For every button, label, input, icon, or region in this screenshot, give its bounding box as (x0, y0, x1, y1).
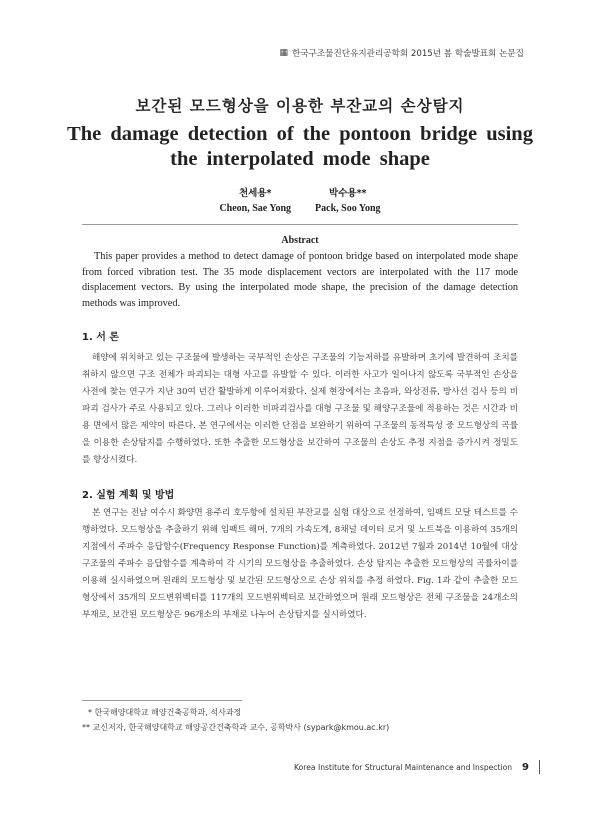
proceedings-title: 한국구조물진단유지관리공학회 2015년 봄 학술발표회 논문집 (291, 49, 524, 59)
section-heading-introduction: 1. 서 론 (82, 332, 120, 343)
running-header (279, 47, 524, 59)
title-korean: 보간된 모드형상을 이용한 부잔교의 손상탐지 (135, 97, 465, 115)
abstract-text: This paper provides a method to detect damage of pontoon bridge based on interpolated mode shape from forced vibration test. The 35 mode displacement vectors are interpolated with the 117 mode displacement vectors. By using the interpolated mode shape, the precision of the damage detection methods was improved. (82, 251, 518, 309)
footer-journal: Korea Institute for Structural Maintenance and Inspection (294, 762, 513, 772)
page-number: 9 (522, 761, 529, 773)
footnote-1: * 한국해양대학교 해양건축공학과, 석사과정 (88, 708, 242, 717)
author-list (0, 185, 600, 214)
footer-bar (539, 760, 540, 774)
author-2 (315, 185, 380, 214)
footnote-divider (82, 700, 242, 701)
title-english: The damage detection of the pontoon bridge using the interpolated mode shape (67, 123, 533, 170)
section-text-method: 본 연구는 전남 여수시 화양면 용주리 호두항에 설치된 부잔교를 실험 대상으로 선정하여, 임팩트 모달 테스트를 수행하였다. 모드형상을 추출하기 위해 임팩트 해머, 7개의 가속도계, 8채널 데이터 로거 및 노트북을 이용하여 35개의 지점에서 주파수 응답함수(Frequency Response Function)를 계측하였다. 2012년 7월과 2014년 10월에 대상 구조물의 주파수 응답함수를 계측하여 각 시기의 모드형상을 추출하였다. 손상 탐지는 추출한 모드형상의 곡률차이를 이용해 실시하였으며 원래의 모드형상 및 보간된 모드형상으로 손상 위치를 추정 하였다. Fig. 1과 같이 추출한 모드형상에서 35개의 모드변위벡터를 117개의 모드변위벡터로 보간하였으며 원래 모드형상은 전체 구조물을 24개소의 부재로, 보간된 모드형상은 96개소의 부재로 나누어 손상탐지를 실시하였다. (82, 508, 518, 620)
author-name-korean: 박수용** (329, 188, 367, 199)
abstract-heading: Abstract (281, 235, 319, 246)
footnote-2: ** 교신저자, 한국해양대학교 해양공간건축학과 교수, 공학박사 (sypark@kmou.ac.kr) (82, 723, 390, 732)
page-footer (294, 760, 540, 774)
author-name-english: Cheon, Sae Yong (219, 203, 292, 214)
author-name-english: Pack, Soo Yong (315, 203, 381, 214)
divider (82, 224, 518, 225)
section-heading-method: 2. 실험 계획 및 방법 (82, 490, 175, 501)
author-name-korean: 천세용* (239, 188, 272, 199)
author-1 (219, 185, 291, 214)
page-mark-icon: ▦ (279, 48, 288, 58)
section-text-introduction: 해양에 위치하고 있는 구조물에 발생하는 국부적인 손상은 구조물의 기능저하를 유발하며 초기에 발견하여 조치를 취하지 않으면 구조 전체가 파괴되는 대형 사고를 유발할 수 있다. 이러한 사고가 일어나지 않도록 국부적인 손상을 사전에 찾는 연구가 지난 30여 년간 활발하게 이루어져왔다. 실제 현장에서는 초음파, 와상전류, 방사선 검사 등의 비파괴 검사가 주로 사용되고 있다. 그러나 이러한 비파괴검사를 대형 구조물 및 해양구조물에 적용하는 것은 시간과 비용 면에서 많은 제약이 따른다. 본 연구에서는 이러한 단점을 보완하기 위하여 구조물의 동적특성 중 모드형상의 곡률을 이용한 손상탐지를 수행하였다. 또한 추출한 모드형상을 보간하여 구조물의 손상도 추정 지점을 증가시켜 정밀도를 향상시켰다. (82, 353, 518, 465)
